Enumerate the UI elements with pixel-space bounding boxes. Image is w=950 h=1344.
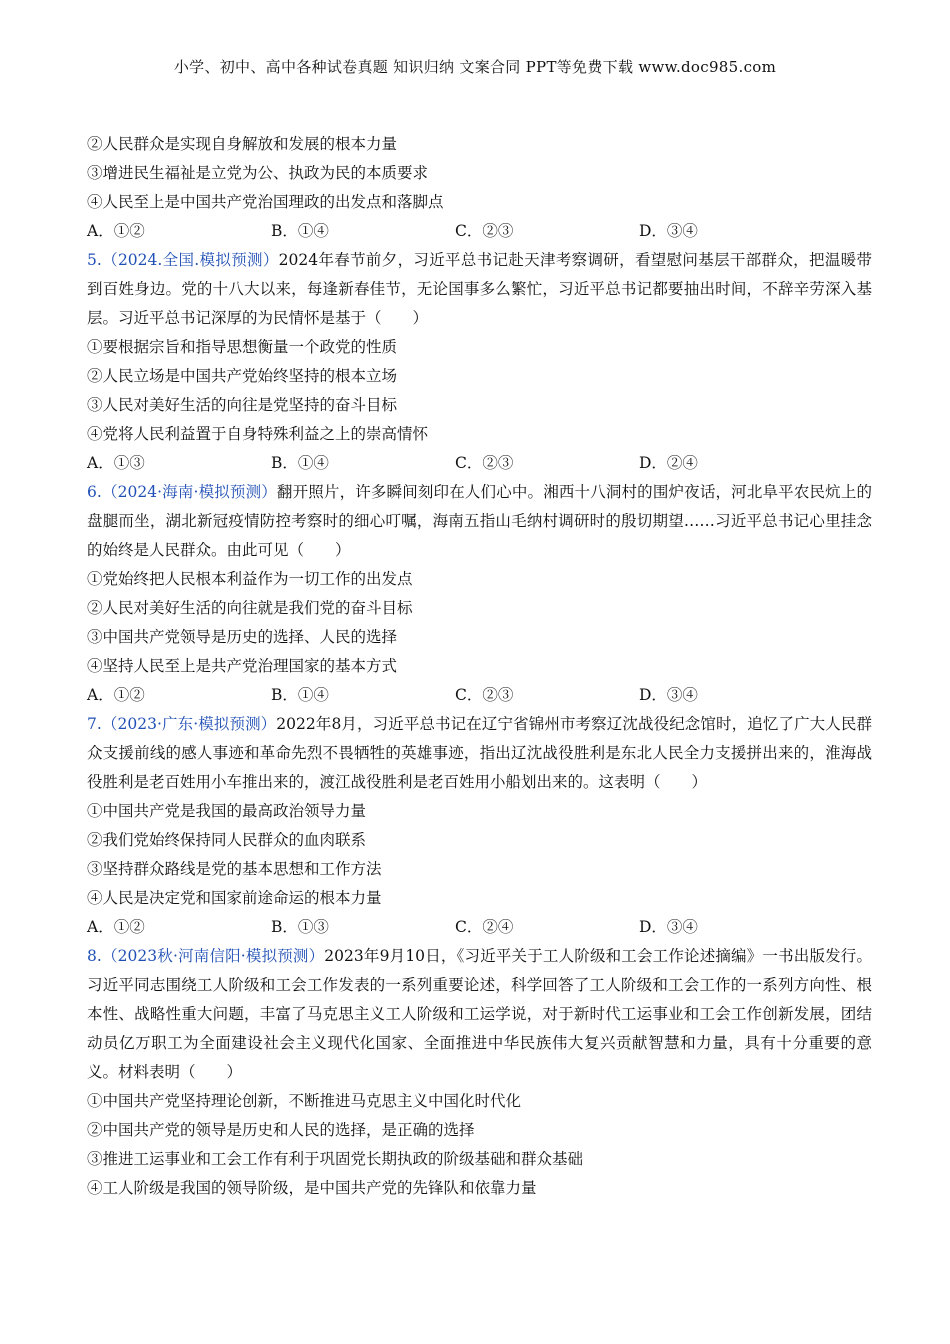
statement-item: ①党始终把人民根本利益作为一切工作的出发点	[87, 570, 413, 588]
question-source: （2023·广东·模拟预测）	[101, 715, 277, 733]
question-number: 8.	[87, 947, 102, 965]
statement-item: ④人民是决定党和国家前途命运的根本力量	[87, 889, 382, 907]
option-c: C．②③	[455, 222, 514, 240]
statement-item: ④工人阶级是我国的领导阶级，是中国共产党的先锋队和依靠力量	[87, 1179, 537, 1197]
question-stem	[87, 710, 872, 797]
question-8	[87, 942, 872, 1203]
option-b: B．①④	[271, 222, 329, 240]
statement-item: ②我们党始终保持同人民群众的血肉联系	[87, 831, 367, 849]
option-b: B．①④	[271, 686, 329, 704]
statement-item: ③坚持群众路线是党的基本思想和工作方法	[87, 860, 382, 878]
statement-item: ③增进民生福祉是立党为公、执政为民的本质要求	[87, 164, 429, 182]
option-c: C．②④	[455, 918, 514, 936]
answer-options	[87, 681, 872, 710]
question-source: （2024·海南·模拟预测）	[101, 483, 277, 501]
option-b: B．①③	[271, 918, 329, 936]
question-5	[87, 246, 872, 478]
option-d: D．③④	[639, 222, 698, 240]
statement-item: ①中国共产党是我国的最高政治领导力量	[87, 802, 367, 820]
option-d: D．③④	[639, 918, 698, 936]
question-7	[87, 710, 872, 942]
option-d: D．③④	[639, 686, 698, 704]
question-text: 2023年9月10日，《习近平关于工人阶级和工会工作论述摘编》一书出版发行。习近平同志围绕工人阶级和工会工作发表的一系列重要论述，科学回答了工人阶级和工会工作的一系列方向性、根本性、战略性重大问题，丰富了马克思主义工人阶级和工运学说，对于新时代工运事业和工会工作创新发展，团结动员亿万职工为全面建设社会主义现代化国家、全面推进中华民族伟大复兴贡献智慧和力量，具有十分重要的意义。材料表明（ ）	[87, 947, 872, 1081]
question-4	[87, 130, 872, 246]
option-a: A．①③	[87, 454, 145, 472]
option-b: B．①④	[271, 454, 329, 472]
answer-options	[87, 913, 872, 942]
question-6	[87, 478, 872, 710]
statement-item: ③推进工运事业和工会工作有利于巩固党长期执政的阶级基础和群众基础	[87, 1150, 584, 1168]
page-header: 小学、初中、高中各种试卷真题 知识归纳 文案合同 PPT等免费下载 www.doc985.com	[173, 58, 777, 76]
answer-options	[87, 217, 872, 246]
statement-item: ①中国共产党坚持理论创新，不断推进马克思主义中国化时代化	[87, 1092, 522, 1110]
statement-item: ②人民群众是实现自身解放和发展的根本力量	[87, 135, 398, 153]
statement-item: ②人民对美好生活的向往就是我们党的奋斗目标	[87, 599, 413, 617]
option-a: A．①②	[87, 686, 145, 704]
question-stem	[87, 478, 872, 565]
answer-options	[87, 449, 872, 478]
option-c: C．②③	[455, 454, 514, 472]
statement-item: ④党将人民利益置于自身特殊利益之上的崇高情怀	[87, 425, 429, 443]
option-a: A．①②	[87, 918, 145, 936]
question-number: 5.	[87, 251, 102, 269]
document-body	[87, 130, 872, 1203]
question-number: 7.	[87, 715, 102, 733]
statement-item: ②中国共产党的领导是历史和人民的选择，是正确的选择	[87, 1121, 475, 1139]
option-a: A．①②	[87, 222, 145, 240]
statement-item: ②人民立场是中国共产党始终坚持的根本立场	[87, 367, 398, 385]
option-c: C．②③	[455, 686, 514, 704]
question-number: 6.	[87, 483, 102, 501]
statement-item: ③人民对美好生活的向往是党坚持的奋斗目标	[87, 396, 398, 414]
question-source: （2024.全国.模拟预测）	[101, 251, 279, 269]
question-source: （2023秋·河南信阳·模拟预测）	[101, 947, 325, 965]
question-text: 翻开照片，许多瞬间刻印在人们心中。湘西十八洞村的围炉夜话，河北阜平农民炕上的盘腿而坐，湖北新冠疫情防控考察时的细心叮嘱，海南五指山毛纳村调研时的殷切期望……习近平总书记心里挂念的始终是人民群众。由此可见（ ）	[87, 483, 872, 559]
statement-item: ④坚持人民至上是共产党治理国家的基本方式	[87, 657, 398, 675]
option-d: D．②④	[639, 454, 698, 472]
question-stem	[87, 942, 872, 1087]
question-text: 2024年春节前夕，习近平总书记赴天津考察调研，看望慰问基层干部群众，把温暖带到百姓身边。党的十八大以来，每逢新春佳节，无论国事多么繁忙，习近平总书记都要抽出时间，不辞辛劳深入基层。习近平总书记深厚的为民情怀是基于（ ）	[87, 251, 872, 327]
statement-item: ④人民至上是中国共产党治国理政的出发点和落脚点	[87, 193, 444, 211]
statement-item: ①要根据宗旨和指导思想衡量一个政党的性质	[87, 338, 398, 356]
question-text: 2022年8月，习近平总书记在辽宁省锦州市考察辽沈战役纪念馆时，追忆了广大人民群众支援前线的感人事迹和革命先烈不畏牺牲的英雄事迹，指出辽沈战役胜利是东北人民全力支援拼出来的，淮海战役胜利是老百姓用小车推出来的，渡江战役胜利是老百姓用小船划出来的。这表明（ ）	[87, 715, 872, 791]
statement-item: ③中国共产党领导是历史的选择、人民的选择	[87, 628, 398, 646]
question-stem	[87, 246, 872, 333]
